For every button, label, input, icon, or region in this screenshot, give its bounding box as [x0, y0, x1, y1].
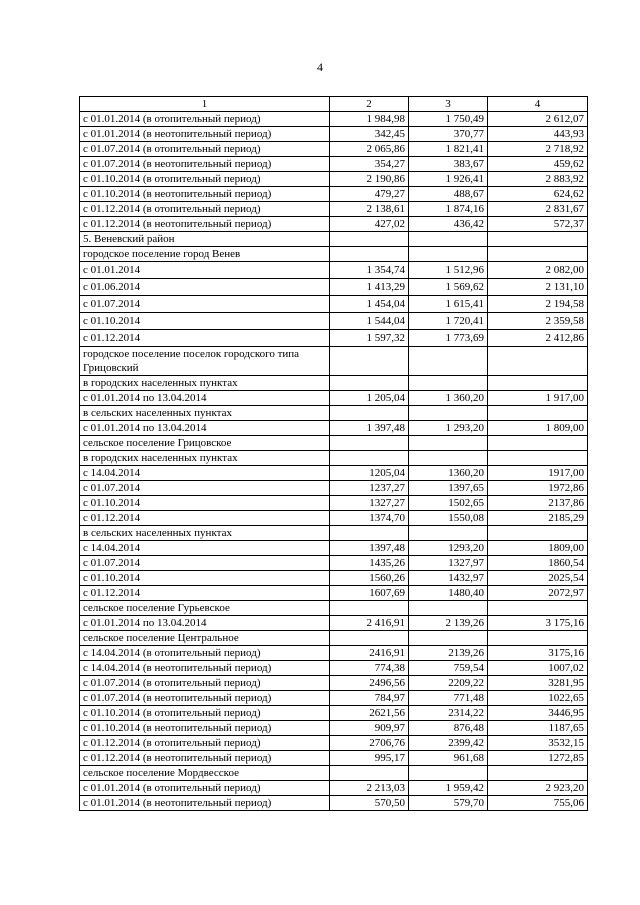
col3-value-cell: 876,48: [409, 721, 488, 736]
table-row: [80, 436, 588, 451]
row-label-cell: с 14.04.2014 (в отопительный период): [80, 646, 330, 661]
col4-value-cell: 2 718,92: [488, 142, 588, 157]
row-label-cell: с 01.12.2014: [80, 586, 330, 601]
col2-value-cell: [330, 247, 409, 262]
row-label-cell: 5. Веневский район: [80, 232, 330, 247]
col4-value-cell: [488, 766, 588, 781]
col4-value-cell: 3175,16: [488, 646, 588, 661]
col2-value-cell: [330, 601, 409, 616]
col4-value-cell: 3532,15: [488, 736, 588, 751]
col4-value-cell: 2 412,86: [488, 330, 588, 347]
col4-value-cell: 2 359,58: [488, 313, 588, 330]
table-row: [80, 676, 588, 691]
col2-value-cell: 2496,56: [330, 676, 409, 691]
col2-value-cell: 2 190,86: [330, 172, 409, 187]
row-label-cell: с 01.10.2014: [80, 571, 330, 586]
col3-value-cell: 1 959,42: [409, 781, 488, 796]
col4-value-cell: 1 809,00: [488, 421, 588, 436]
table-row: [80, 766, 588, 781]
col4-value-cell: [488, 451, 588, 466]
table-row: [80, 127, 588, 142]
row-label-cell: сельское поселение Гурьевское: [80, 601, 330, 616]
col3-value-cell: [409, 406, 488, 421]
col4-value-cell: 1022,65: [488, 691, 588, 706]
col3-value-cell: 436,42: [409, 217, 488, 232]
row-label-cell: с 01.01.2014 (в отопительный период): [80, 112, 330, 127]
col4-value-cell: [488, 436, 588, 451]
col3-value-cell: 1 926,41: [409, 172, 488, 187]
table-row: [80, 142, 588, 157]
col2-value-cell: 2706,76: [330, 736, 409, 751]
col3-value-cell: 2 139,26: [409, 616, 488, 631]
col3-value-cell: 2139,26: [409, 646, 488, 661]
row-label-cell: с 01.07.2014 (в неотопительный период): [80, 691, 330, 706]
col4-value-cell: 1007,02: [488, 661, 588, 676]
col3-value-cell: 1 874,16: [409, 202, 488, 217]
col4-value-cell: 2025,54: [488, 571, 588, 586]
col4-value-cell: 2 612,07: [488, 112, 588, 127]
col2-value-cell: 1237,27: [330, 481, 409, 496]
table-row: [80, 481, 588, 496]
table-row: [80, 721, 588, 736]
table-row: [80, 247, 588, 262]
col4-value-cell: 1809,00: [488, 541, 588, 556]
col4-value-cell: 1860,54: [488, 556, 588, 571]
row-label-cell: городское поселение поселок городского типа Грицовский: [80, 347, 330, 376]
col2-value-cell: 354,27: [330, 157, 409, 172]
row-label-cell: с 01.07.2014: [80, 481, 330, 496]
row-label-cell: с 01.01.2014 (в неотопительный период): [80, 796, 330, 811]
col2-value-cell: [330, 232, 409, 247]
col2-value-cell: 1 544,04: [330, 313, 409, 330]
col3-value-cell: [409, 451, 488, 466]
col3-value-cell: 1 615,41: [409, 296, 488, 313]
row-label-cell: городское поселение город Венев: [80, 247, 330, 262]
table-row: [80, 751, 588, 766]
col2-value-cell: 1 413,29: [330, 279, 409, 296]
row-label-cell: с 01.10.2014 (в неотопительный период): [80, 721, 330, 736]
col2-value-cell: 995,17: [330, 751, 409, 766]
col3-value-cell: 2209,22: [409, 676, 488, 691]
col2-value-cell: [330, 766, 409, 781]
col2-value-cell: 570,50: [330, 796, 409, 811]
table-row: [80, 556, 588, 571]
row-label-cell: с 01.12.2014 (в отопительный период): [80, 202, 330, 217]
col3-value-cell: 1 750,49: [409, 112, 488, 127]
row-label-cell: с 14.04.2014 (в неотопительный период): [80, 661, 330, 676]
row-label-cell: с 01.10.2014 (в неотопительный период): [80, 187, 330, 202]
col2-value-cell: 2 138,61: [330, 202, 409, 217]
col3-value-cell: 1550,08: [409, 511, 488, 526]
tariff-table: [79, 96, 588, 811]
row-label-cell: с 01.12.2014 (в неотопительный период): [80, 217, 330, 232]
col4-value-cell: [488, 601, 588, 616]
col4-value-cell: 3 175,16: [488, 616, 588, 631]
row-label-cell: в сельских населенных пунктах: [80, 526, 330, 541]
table-row: [80, 706, 588, 721]
table-row: [80, 406, 588, 421]
column-header-1: 1: [80, 97, 330, 112]
col3-value-cell: [409, 526, 488, 541]
table-row: [80, 172, 588, 187]
col2-value-cell: 1205,04: [330, 466, 409, 481]
table-row: [80, 661, 588, 676]
col4-value-cell: 443,93: [488, 127, 588, 142]
col4-value-cell: 624,62: [488, 187, 588, 202]
col3-value-cell: 1502,65: [409, 496, 488, 511]
col4-value-cell: 2 194,58: [488, 296, 588, 313]
table-row: [80, 646, 588, 661]
col2-value-cell: 427,02: [330, 217, 409, 232]
col2-value-cell: 784,97: [330, 691, 409, 706]
col4-value-cell: 1972,86: [488, 481, 588, 496]
col2-value-cell: 1 454,04: [330, 296, 409, 313]
col3-value-cell: [409, 766, 488, 781]
table-row: [80, 232, 588, 247]
table-row: [80, 279, 588, 296]
col4-value-cell: [488, 232, 588, 247]
row-label-cell: с 01.12.2014: [80, 511, 330, 526]
row-label-cell: с 01.01.2014 (в неотопительный период): [80, 127, 330, 142]
col4-value-cell: 2185,29: [488, 511, 588, 526]
col4-value-cell: 2 923,20: [488, 781, 588, 796]
col3-value-cell: 961,68: [409, 751, 488, 766]
col3-value-cell: 1327,97: [409, 556, 488, 571]
col4-value-cell: 755,06: [488, 796, 588, 811]
row-label-cell: с 01.10.2014: [80, 313, 330, 330]
col4-value-cell: 1 917,00: [488, 391, 588, 406]
table-row: [80, 511, 588, 526]
col4-value-cell: [488, 406, 588, 421]
table-row: [80, 451, 588, 466]
row-label-cell: сельское поселение Центральное: [80, 631, 330, 646]
col2-value-cell: 342,45: [330, 127, 409, 142]
row-label-cell: с 01.01.2014 по 13.04.2014: [80, 391, 330, 406]
table-row: [80, 736, 588, 751]
col2-value-cell: 1 984,98: [330, 112, 409, 127]
col3-value-cell: [409, 601, 488, 616]
row-label-cell: с 14.04.2014: [80, 541, 330, 556]
table-row: [80, 631, 588, 646]
col3-value-cell: 488,67: [409, 187, 488, 202]
table-header-row: [80, 97, 588, 112]
table-row: [80, 217, 588, 232]
col3-value-cell: 1 773,69: [409, 330, 488, 347]
col4-value-cell: 3446,95: [488, 706, 588, 721]
col4-value-cell: [488, 526, 588, 541]
table-row: [80, 781, 588, 796]
col2-value-cell: 2416,91: [330, 646, 409, 661]
col4-value-cell: [488, 347, 588, 376]
col3-value-cell: 1 821,41: [409, 142, 488, 157]
col4-value-cell: 459,62: [488, 157, 588, 172]
col2-value-cell: [330, 526, 409, 541]
row-label-cell: с 01.12.2014 (в неотопительный период): [80, 751, 330, 766]
row-label-cell: с 01.01.2014: [80, 262, 330, 279]
col4-value-cell: 2 082,00: [488, 262, 588, 279]
col2-value-cell: 2621,56: [330, 706, 409, 721]
col2-value-cell: [330, 376, 409, 391]
column-header-3: 3: [409, 97, 488, 112]
row-label-cell: с 01.06.2014: [80, 279, 330, 296]
col3-value-cell: 1 360,20: [409, 391, 488, 406]
col3-value-cell: [409, 347, 488, 376]
row-label-cell: с 01.07.2014: [80, 296, 330, 313]
table-row: [80, 313, 588, 330]
col2-value-cell: 1 205,04: [330, 391, 409, 406]
row-label-cell: с 01.01.2014 по 13.04.2014: [80, 421, 330, 436]
col2-value-cell: 1 354,74: [330, 262, 409, 279]
table-row: [80, 541, 588, 556]
col2-value-cell: 1 397,48: [330, 421, 409, 436]
row-label-cell: с 01.07.2014: [80, 556, 330, 571]
col4-value-cell: [488, 376, 588, 391]
col3-value-cell: 1397,65: [409, 481, 488, 496]
col3-value-cell: 1293,20: [409, 541, 488, 556]
row-label-cell: с 01.01.2014 (в отопительный период): [80, 781, 330, 796]
table-row: [80, 571, 588, 586]
col3-value-cell: 579,70: [409, 796, 488, 811]
table-row: [80, 112, 588, 127]
col2-value-cell: [330, 631, 409, 646]
row-label-cell: с 01.10.2014 (в отопительный период): [80, 706, 330, 721]
col3-value-cell: 1 720,41: [409, 313, 488, 330]
col2-value-cell: 1327,27: [330, 496, 409, 511]
row-label-cell: с 01.07.2014 (в неотопительный период): [80, 157, 330, 172]
col2-value-cell: [330, 451, 409, 466]
col2-value-cell: [330, 436, 409, 451]
col2-value-cell: 909,97: [330, 721, 409, 736]
col3-value-cell: 1 512,96: [409, 262, 488, 279]
table-row: [80, 526, 588, 541]
col3-value-cell: 370,77: [409, 127, 488, 142]
row-label-cell: в городских населенных пунктах: [80, 376, 330, 391]
col4-value-cell: [488, 247, 588, 262]
row-label-cell: с 01.07.2014 (в отопительный период): [80, 676, 330, 691]
col4-value-cell: 2137,86: [488, 496, 588, 511]
table-row: [80, 616, 588, 631]
column-header-4: 4: [488, 97, 588, 112]
table-row: [80, 347, 588, 376]
row-label-cell: с 01.10.2014 (в отопительный период): [80, 172, 330, 187]
table-row: [80, 391, 588, 406]
col2-value-cell: 1374,70: [330, 511, 409, 526]
table-row: [80, 466, 588, 481]
col3-value-cell: 1480,40: [409, 586, 488, 601]
col2-value-cell: 2 416,91: [330, 616, 409, 631]
table-row: [80, 262, 588, 279]
col4-value-cell: 2 131,10: [488, 279, 588, 296]
col2-value-cell: 774,38: [330, 661, 409, 676]
col2-value-cell: 1435,26: [330, 556, 409, 571]
table-row: [80, 601, 588, 616]
table-row: [80, 376, 588, 391]
col2-value-cell: [330, 347, 409, 376]
col2-value-cell: 1560,26: [330, 571, 409, 586]
row-label-cell: с 01.10.2014: [80, 496, 330, 511]
col3-value-cell: 383,67: [409, 157, 488, 172]
col4-value-cell: 572,37: [488, 217, 588, 232]
col3-value-cell: 2399,42: [409, 736, 488, 751]
col3-value-cell: 1 569,62: [409, 279, 488, 296]
table-row: [80, 796, 588, 811]
row-label-cell: сельское поселение Грицовское: [80, 436, 330, 451]
column-header-2: 2: [330, 97, 409, 112]
col2-value-cell: 2 065,86: [330, 142, 409, 157]
col2-value-cell: 479,27: [330, 187, 409, 202]
col3-value-cell: [409, 376, 488, 391]
row-label-cell: с 01.12.2014 (в отопительный период): [80, 736, 330, 751]
table-row: [80, 296, 588, 313]
col3-value-cell: 1432,97: [409, 571, 488, 586]
col4-value-cell: 2072,97: [488, 586, 588, 601]
table-row: [80, 330, 588, 347]
col4-value-cell: 1187,65: [488, 721, 588, 736]
col2-value-cell: [330, 406, 409, 421]
col3-value-cell: 759,54: [409, 661, 488, 676]
col3-value-cell: 2314,22: [409, 706, 488, 721]
col2-value-cell: 1607,69: [330, 586, 409, 601]
col2-value-cell: 2 213,03: [330, 781, 409, 796]
col4-value-cell: [488, 631, 588, 646]
col3-value-cell: 771,48: [409, 691, 488, 706]
table-row: [80, 421, 588, 436]
col4-value-cell: 3281,95: [488, 676, 588, 691]
col4-value-cell: 1272,85: [488, 751, 588, 766]
col3-value-cell: 1360,20: [409, 466, 488, 481]
col2-value-cell: 1397,48: [330, 541, 409, 556]
row-label-cell: с 01.07.2014 (в отопительный период): [80, 142, 330, 157]
table-row: [80, 187, 588, 202]
col3-value-cell: [409, 247, 488, 262]
row-label-cell: в городских населенных пунктах: [80, 451, 330, 466]
col3-value-cell: [409, 232, 488, 247]
table-row: [80, 691, 588, 706]
row-label-cell: сельское поселение Мордвесское: [80, 766, 330, 781]
col3-value-cell: [409, 436, 488, 451]
table-row: [80, 157, 588, 172]
col4-value-cell: 2 831,67: [488, 202, 588, 217]
table-row: [80, 202, 588, 217]
col3-value-cell: [409, 631, 488, 646]
row-label-cell: в сельских населенных пунктах: [80, 406, 330, 421]
page-number: 4: [317, 60, 323, 74]
col2-value-cell: 1 597,32: [330, 330, 409, 347]
row-label-cell: с 01.12.2014: [80, 330, 330, 347]
table-row: [80, 586, 588, 601]
col4-value-cell: 2 883,92: [488, 172, 588, 187]
table-row: [80, 496, 588, 511]
row-label-cell: с 14.04.2014: [80, 466, 330, 481]
col3-value-cell: 1 293,20: [409, 421, 488, 436]
col4-value-cell: 1917,00: [488, 466, 588, 481]
row-label-cell: с 01.01.2014 по 13.04.2014: [80, 616, 330, 631]
